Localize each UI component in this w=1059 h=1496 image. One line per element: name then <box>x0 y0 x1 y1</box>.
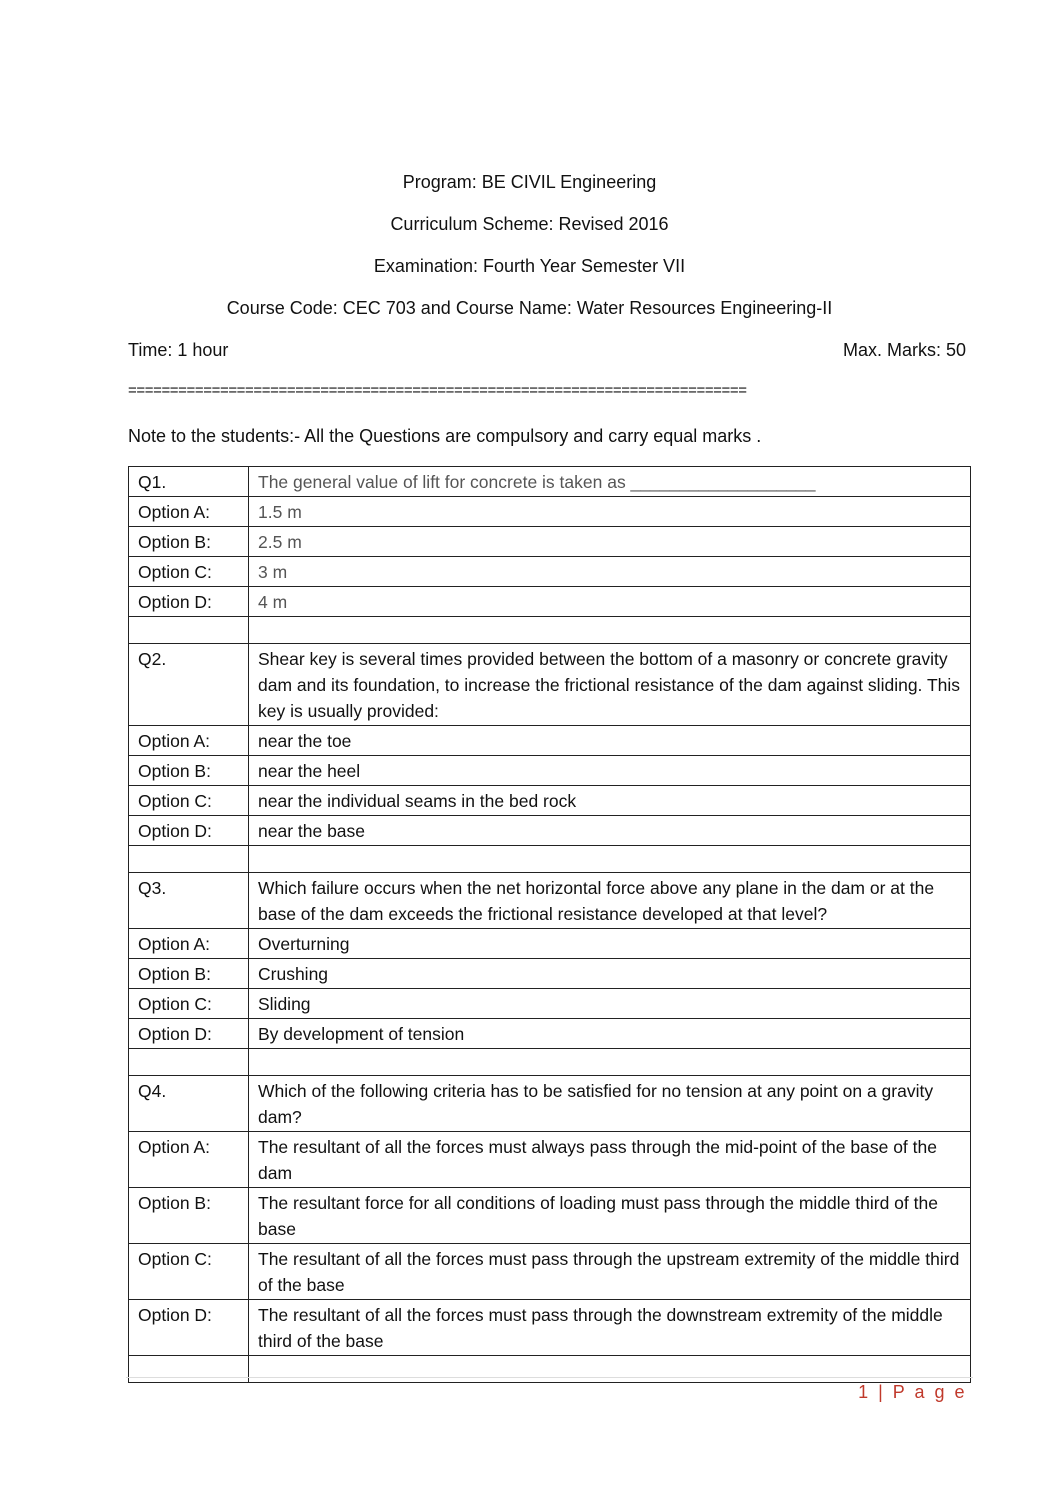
option-row <box>129 726 971 756</box>
student-note: Note to the students:- All the Questions are compulsory and carry equal marks . <box>128 426 762 446</box>
option-row <box>129 816 971 846</box>
option-label: Option A: <box>129 929 249 959</box>
option-label: Option B: <box>129 1188 249 1244</box>
option-row <box>129 959 971 989</box>
option-label: Option D: <box>129 1019 249 1049</box>
option-text: 3 m <box>249 557 971 587</box>
option-label: Option A: <box>129 497 249 527</box>
option-row <box>129 587 971 617</box>
option-label: Option C: <box>129 1244 249 1300</box>
question-row <box>129 644 971 726</box>
option-row <box>129 1132 971 1188</box>
option-row <box>129 527 971 557</box>
option-row <box>129 756 971 786</box>
examination-line: Examination: Fourth Year Semester VII <box>373 256 686 276</box>
question-label: Q1. <box>129 467 249 497</box>
option-row <box>129 929 971 959</box>
option-label: Option D: <box>129 1300 249 1356</box>
option-row <box>129 497 971 527</box>
option-row <box>129 786 971 816</box>
option-text: The resultant force for all conditions of loading must pass through the middle third of the base <box>249 1188 971 1244</box>
question-row <box>129 467 971 497</box>
option-text: near the base <box>249 816 971 846</box>
option-label: Option D: <box>129 816 249 846</box>
spacer-row <box>129 1356 971 1383</box>
question-label: Q2. <box>129 644 249 726</box>
option-text: The resultant of all the forces must pass through the upstream extremity of the middle third of the base <box>249 1244 971 1300</box>
option-row <box>129 989 971 1019</box>
spacer-row <box>129 1049 971 1076</box>
page-number: 1 | P a g e <box>858 1382 967 1402</box>
question-row <box>129 873 971 929</box>
program-line: Program: BE CIVIL Engineering <box>402 172 657 192</box>
option-label: Option C: <box>129 989 249 1019</box>
option-row <box>129 1188 971 1244</box>
option-text: 4 m <box>249 587 971 617</box>
spacer-row <box>129 617 971 644</box>
option-text: near the individual seams in the bed rock <box>249 786 971 816</box>
curriculum-line: Curriculum Scheme: Revised 2016 <box>390 214 669 234</box>
option-text: By development of tension <box>249 1019 971 1049</box>
option-text: 1.5 m <box>249 497 971 527</box>
option-row <box>129 1300 971 1356</box>
option-label: Option C: <box>129 786 249 816</box>
option-text: Overturning <box>249 929 971 959</box>
max-marks-label: Max. Marks: 50 <box>842 340 966 360</box>
question-label: Q4. <box>129 1076 249 1132</box>
spacer-row <box>129 846 971 873</box>
option-label: Option D: <box>129 587 249 617</box>
option-label: Option A: <box>129 1132 249 1188</box>
question-row <box>129 1076 971 1132</box>
option-text: 2.5 m <box>249 527 971 557</box>
course-line: Course Code: CEC 703 and Course Name: Water Resources Engineering-II <box>226 298 833 318</box>
time-label: Time: 1 hour <box>128 340 229 360</box>
option-label: Option B: <box>129 756 249 786</box>
question-text: Which of the following criteria has to be satisfied for no tension at any point on a gravity dam? <box>249 1076 971 1132</box>
option-label: Option A: <box>129 726 249 756</box>
option-text: The resultant of all the forces must pass through the downstream extremity of the middle third of the base <box>249 1300 971 1356</box>
option-row <box>129 1244 971 1300</box>
question-text: Which failure occurs when the net horizontal force above any plane in the dam or at the base of the dam exceeds the frictional resistance developed at that level? <box>249 873 971 929</box>
option-text: near the toe <box>249 726 971 756</box>
footer-divider <box>126 1377 973 1378</box>
questions-table <box>128 466 971 1383</box>
option-text: Sliding <box>249 989 971 1019</box>
question-text: Shear key is several times provided between the bottom of a masonry or concrete gravity dam and its foundation, to increase the frictional resistance of the dam against sliding. This key is usually provided: <box>249 644 971 726</box>
option-text: Crushing <box>249 959 971 989</box>
option-label: Option C: <box>129 557 249 587</box>
separator-line: ========================================================================== <box>128 382 747 399</box>
option-label: Option B: <box>129 959 249 989</box>
question-label: Q3. <box>129 873 249 929</box>
question-text: The general value of lift for concrete is taken as ___________________ <box>249 467 971 497</box>
option-text: The resultant of all the forces must always pass through the mid-point of the base of the dam <box>249 1132 971 1188</box>
option-row <box>129 1019 971 1049</box>
option-row <box>129 557 971 587</box>
option-text: near the heel <box>249 756 971 786</box>
option-label: Option B: <box>129 527 249 557</box>
